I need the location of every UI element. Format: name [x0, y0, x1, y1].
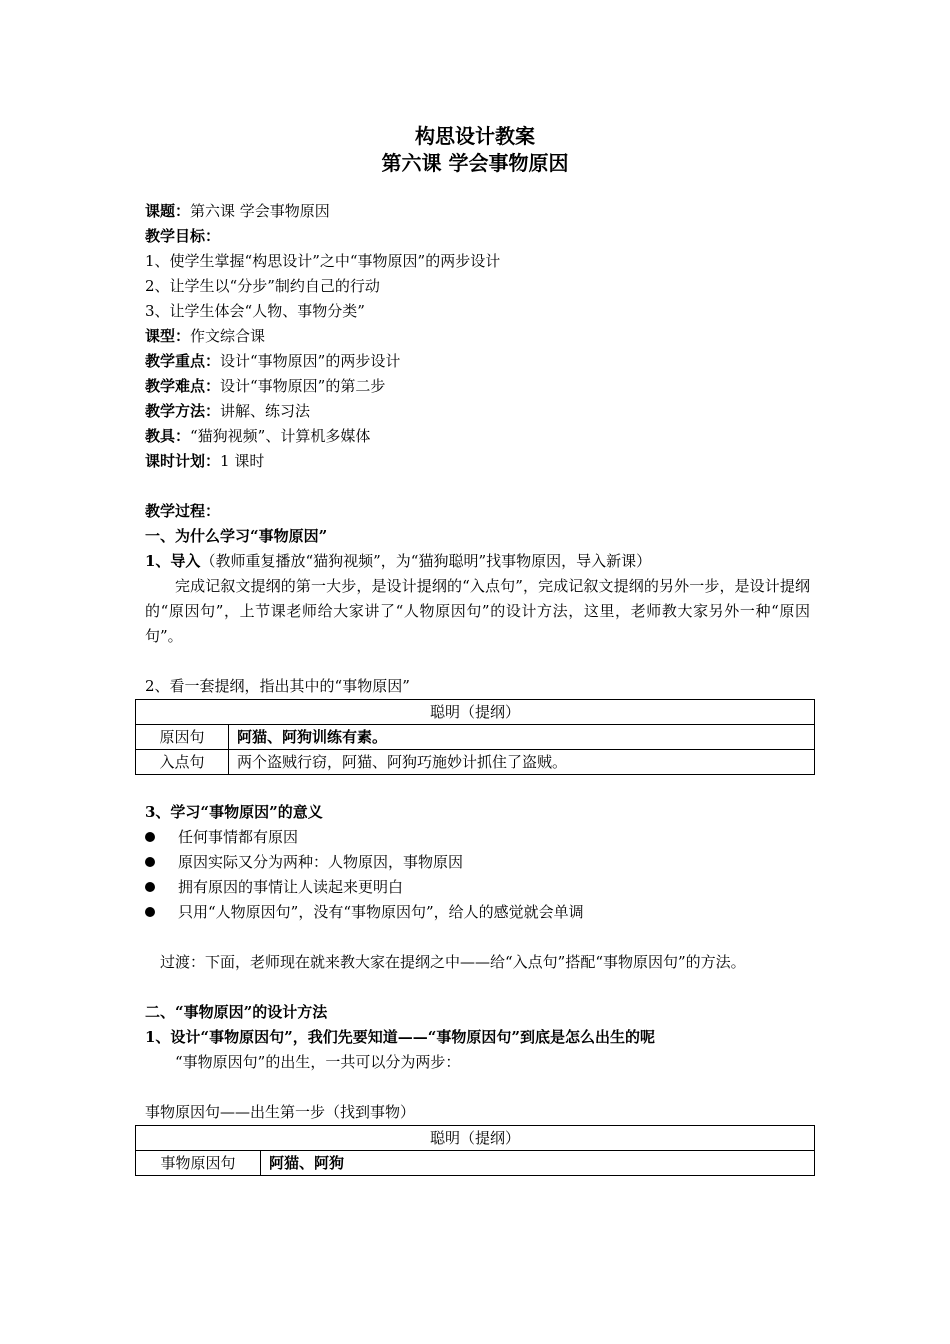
meta-value: 设计“事物原因”的第二步 [220, 377, 386, 395]
table-row [136, 725, 815, 750]
meta-label: 课题： [145, 202, 191, 220]
meta-label: 教学难点： [145, 377, 221, 395]
meta-method [145, 399, 810, 424]
goal-item: 3、让学生体会“人物、事物分类” [145, 302, 365, 320]
section-heading: 一、为什么学习“事物原因” [145, 527, 328, 545]
meta-value: 1 课时 [220, 452, 265, 470]
outline-table [135, 1125, 815, 1176]
meta-label: 教学方法： [145, 402, 221, 420]
meta-label: 教学目标： [145, 227, 221, 245]
list-item: 任何事情都有原因 [145, 825, 810, 850]
table-row-value: 两个盗贼行窃，阿猫、阿狗巧施妙计抓住了盗贼。 [229, 750, 815, 775]
meta-value: 第六课 学会事物原因 [190, 202, 330, 220]
meta-value: 作文综合课 [190, 327, 266, 345]
list-item: 拥有原因的事情让人读起来更明白 [145, 875, 810, 900]
document-body [145, 199, 810, 1176]
meta-goals [145, 224, 810, 249]
table-row-label: 事物原因句 [136, 1151, 261, 1176]
bullet-icon [145, 882, 155, 892]
step-intro [145, 549, 810, 574]
transition-paragraph: 过渡：下面，老师现在就来教大家在提纲之中——给“入点句”搭配“事物原因句”的方法。 [160, 953, 746, 971]
list-item: 只用“人物原因句”，没有“事物原因句”，给人的感觉就会单调 [145, 900, 810, 925]
table-row-label: 入点句 [136, 750, 229, 775]
step-label: 1、导入 [145, 552, 201, 570]
table-caption: 事物原因句——出生第一步（找到事物） [145, 1103, 416, 1121]
outline-table [135, 699, 815, 775]
meta-focus [145, 349, 810, 374]
goal-item: 2、让学生以“分步”制约自己的行动 [145, 277, 380, 295]
goal-item: 1、使学生掌握“构思设计”之中“事物原因”的两步设计 [145, 252, 501, 270]
step-heading: 1、设计“事物原因句”，我们先要知道——“事物原因句”到底是怎么出生的呢 [145, 1028, 655, 1046]
meta-type [145, 324, 810, 349]
bullet-icon [145, 907, 155, 917]
bullet-icon [145, 857, 155, 867]
step-text: （教师重复播放“猫狗视频”，为“猫狗聪明”找事物原因，导入新课） [200, 552, 652, 570]
step-paragraph: 完成记叙文提纲的第一大步，是设计提纲的“入点句”，完成记叙文提纲的另外一步，是设计提纲的“原因句”，上节课老师给大家讲了“人物原因句”的设计方法，这里，老师教大家另外一种“原因句”。 [145, 577, 810, 645]
meta-tools [145, 424, 810, 449]
list-item: 原因实际又分为两种：人物原因，事物原因 [145, 850, 810, 875]
table-row-value: 阿猫、阿狗 [261, 1151, 815, 1176]
table-row [136, 750, 815, 775]
meta-label: 课时计划： [145, 452, 221, 470]
document-title: 构思设计教案 [415, 124, 535, 148]
meta-label: 教学重点： [145, 352, 221, 370]
meta-topic [145, 199, 810, 224]
meta-value: “猫狗视频”、计算机多媒体 [190, 427, 371, 445]
section-heading: 二、“事物原因”的设计方法 [145, 1003, 328, 1021]
table-row [136, 1151, 815, 1176]
section-heading: 3、学习“事物原因”的意义 [145, 803, 323, 821]
meta-value: 设计“事物原因”的两步设计 [220, 352, 401, 370]
meta-value: 讲解、练习法 [220, 402, 311, 420]
meta-difficulty [145, 374, 810, 399]
bullet-icon [145, 832, 155, 842]
document-subtitle: 第六课 学会事物原因 [381, 151, 569, 175]
table-header: 聪明（提纲） [136, 700, 815, 725]
meta-label: 课型： [145, 327, 191, 345]
table-row-value: 阿猫、阿狗训练有素。 [229, 725, 815, 750]
table-row-label: 原因句 [136, 725, 229, 750]
process-heading: 教学过程： [145, 502, 221, 520]
meta-label: 教具： [145, 427, 191, 445]
step-text: 2、看一套提纲，指出其中的“事物原因” [145, 677, 410, 695]
table-header: 聪明（提纲） [136, 1126, 815, 1151]
meta-schedule [145, 449, 810, 474]
step-paragraph: “事物原因句”的出生，一共可以分为两步： [175, 1053, 461, 1071]
